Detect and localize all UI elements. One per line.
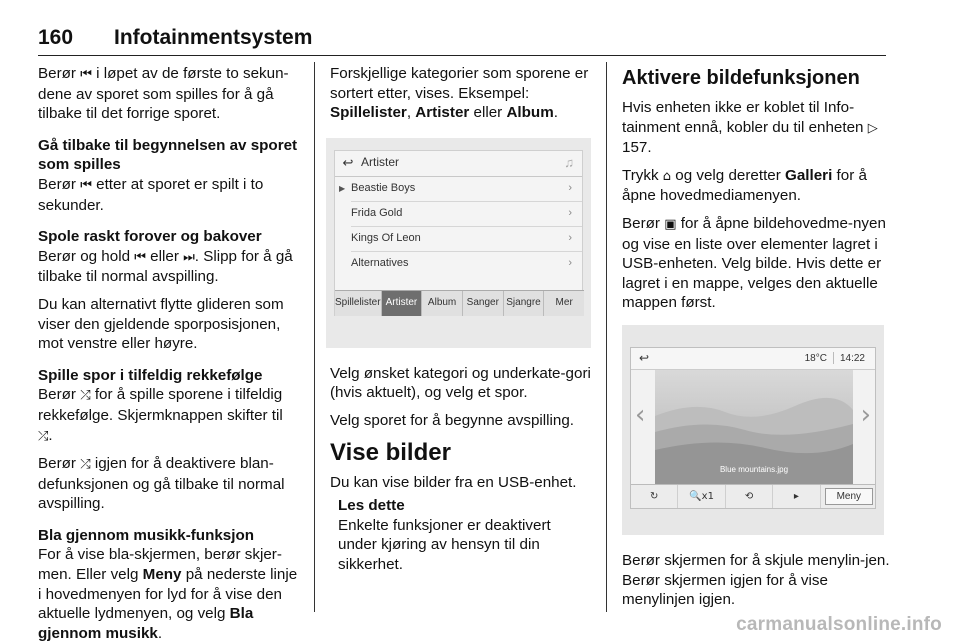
chevron-right-icon: › [568,231,572,244]
heading-fast-forward: Spole raskt forover og bakover [38,228,262,246]
watermark: carmanualsonline.info [736,614,942,635]
heading-view-pictures: Vise bilder [330,438,451,466]
previous-track-icon: ⏮ [134,249,146,265]
artists-screen [334,150,583,316]
picture-filename: Blue mountains.jpg [719,465,789,475]
clock-readout: 14:22 [839,352,865,364]
slideshow-icon[interactable]: ⟲ [726,485,773,508]
chevron-right-icon: › [568,181,572,194]
list-item[interactable]: Frida Gold › [351,202,582,227]
picture-viewer-illustration [622,325,884,535]
list-item[interactable]: Alternatives › [351,252,582,277]
column-3 [622,64,890,618]
artists-screen-header [335,151,582,177]
picture-icon: ▣ [664,216,677,232]
heading-activate-pictures: Aktivere bildefunksjonen [622,67,860,89]
column-2 [330,64,593,575]
rotate-icon[interactable]: ↻ [631,485,678,508]
menu-button[interactable]: Meny [825,488,873,505]
back-icon[interactable]: ↩ [342,155,354,171]
picture-viewer-top-bar [631,348,875,370]
note-title: Les dette [338,497,405,515]
heading-shuffle: Spille spor i tilfeldig rekkefølge [38,366,263,384]
list-item[interactable]: ▶ Beastie Boys › [351,177,582,202]
column-divider [606,62,607,612]
play-icon[interactable]: ▸ [773,485,820,508]
list-item[interactable]: Kings Of Leon › [351,227,582,252]
category-tab-bar [335,290,584,316]
shuffle-icon: ⤮ [38,428,49,444]
paragraph-start-playback: Velg sporet for å begynne avspilling. [330,411,575,429]
zoom-icon[interactable]: 🔍x1 [678,485,725,508]
artists-screen-title: Artister [361,155,400,170]
column-1 [38,64,301,642]
page-header [38,26,886,56]
tab-more[interactable]: Mer [555,297,573,309]
next-picture-icon[interactable]: › [860,399,871,430]
tab-artists[interactable]: Artister [382,291,423,316]
home-icon: ⌂ [662,168,672,184]
temperature-readout: 18°C [804,352,827,364]
page-reference-icon: ▷ [867,120,878,136]
previous-track-icon: ⏮ [80,177,92,193]
paragraph-slider: Du kan alternativt flytte glideren som viser den gjeldende sporposisjonen, mot venstre eller høyre. [38,295,284,353]
tab-genres[interactable]: Sjangre [504,291,545,316]
music-source-icon[interactable]: ♫ [564,155,574,171]
next-track-icon: ⏭ [183,249,195,265]
heading-restart-track: Gå tilbake til begynnelsen av sporet som spilles [38,136,298,174]
page-number: 160 [38,26,74,49]
shuffle-icon: ⤮ [80,457,91,473]
paragraph-picture-list: Berør ▣ for å åpne bildehovedme-nyen og vise en liste over elementer lagret i USB-enheten. Velg bilde. Hvis dette er lagret i en mappe, velges den aktuelle mappen først. [622,214,886,312]
chevron-right-icon: › [568,206,572,219]
paragraph-fast-forward: Berør og hold ⏮ eller ⏭. Slipp for å gå tilbake til normal avspilling. [38,247,293,286]
paragraph-hide-menu: Berør skjermen for å skjule menylin-jen. Berør skjermen igjen for å vise menylinjen igjen. [622,551,890,609]
paragraph-connect-device: Hvis enheten ikke er koblet til Info-tainment ennå, kobler du til enheten ▷ 157. [622,99,878,157]
paragraph-browse-music: For å vise bla-skjermen, berør skjer-men. Eller velg Meny på nederste linje i hovedmenyen for lyd for å vise den aktuelle lydmenyen, og velg Bla gjennom musikk. [38,546,298,642]
tab-playlists[interactable]: Spillelister [335,291,382,316]
back-icon[interactable]: ↩ [638,350,650,365]
note-box [338,496,593,574]
paragraph-shuffle: Berør ⤮ for å spille sporene i tilfeldig rekkefølge. Skjermknappen skifter til ⤮. [38,386,283,444]
paragraph-view-pictures: Du kan vise bilder fra en USB-enhet. [330,473,577,491]
now-playing-icon: ▶ [339,183,346,193]
previous-picture-icon[interactable]: ‹ [635,399,646,430]
column-divider [314,62,315,612]
paragraph-shuffle-off: Berør ⤮ igjen for å deaktivere blan-defunksjonen og gå tilbake til normal avspilling. [38,455,285,513]
paragraph-select-category: Velg ønsket kategori og underkate-gori (hvis aktuelt), og velg et spor. [330,364,591,402]
artists-screen-illustration [326,138,591,348]
paragraph-previous-track: Berør ⏮ i løpet av de første to sekun-dene av sporet som spilles for å gå tilbake til det forrige sporet. [38,65,289,123]
picture-display[interactable] [655,370,853,484]
note-text: Enkelte funksjoner er deaktivert under kjøring av hensyn til din sikkerhet. [338,516,551,573]
tab-album[interactable]: Album [422,291,463,316]
page-title: Infotainmentsystem [114,26,313,49]
chevron-right-icon: › [568,257,572,270]
previous-track-icon: ⏮ [80,67,92,82]
paragraph-categories: Forskjellige kategorier som sporene er sortert etter, vises. Eksempel: Spillelister, Artister eller Album. [330,65,589,122]
shuffle-icon: ⤮ [80,388,91,404]
heading-browse-music: Bla gjennom musikk-funksjon [38,526,255,544]
picture-viewer-screen [630,347,876,509]
picture-toolbar [631,484,876,508]
paragraph-gallery: Trykk ⌂ og velg deretter Galleri for å åpne hovedmediamenyen. [622,166,867,205]
paragraph-restart-track: Berør ⏮ etter at sporet er spilt i to sekunder. [38,175,264,214]
tab-songs[interactable]: Sanger [463,291,504,316]
